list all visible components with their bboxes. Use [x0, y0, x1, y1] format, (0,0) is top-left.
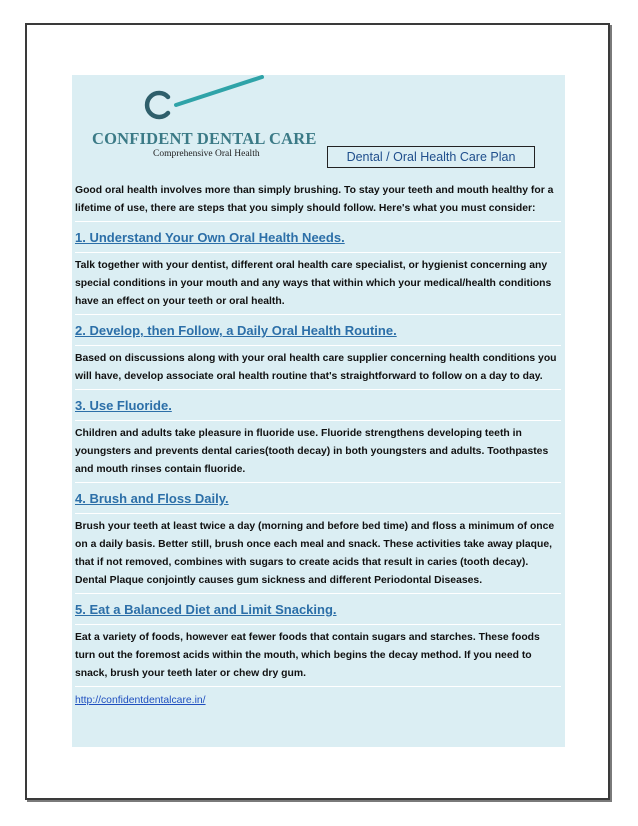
document-body [72, 182, 565, 708]
dental-mirror-icon [72, 75, 342, 135]
plan-title: Dental / Oral Health Care Plan [327, 146, 535, 168]
section-body-3: Children and adults take pleasure in fluoride use. Fluoride strengthens developing teeth in youngsters and prevents dental caries(tooth decay) in both youngsters and adults. Toothpastes and mouth rinses contain fluoride. [75, 428, 549, 475]
document-header [72, 75, 565, 171]
section-heading-2: 2. Develop, then Follow, a Daily Oral Health Routine. [75, 323, 397, 338]
divider [75, 686, 561, 687]
divider [75, 482, 561, 483]
section-heading-1: 1. Understand Your Own Oral Health Needs. [75, 230, 345, 245]
divider [75, 593, 561, 594]
section-heading-3: 3. Use Fluoride. [75, 398, 172, 413]
section-heading-4: 4. Brush and Floss Daily. [75, 491, 229, 506]
section-body-4: Brush your teeth at least twice a day (morning and before bed time) and floss a minimum of once on a daily basis. Better still, brush once each meal and snack. These activities take away plaque, that if not removed, combines with sugars to create acids that result in caries (tooth decay). Dental Plaque conjointly causes gum sickness and different Periodontal Diseases. [75, 521, 555, 586]
divider [75, 252, 561, 253]
section-heading-5: 5. Eat a Balanced Diet and Limit Snacking. [75, 602, 337, 617]
section-body-2: Based on discussions along with your oral health care supplier concerning health conditions you will have, develop associate oral health routine that's straightforward to follow on a day to day. [75, 353, 557, 382]
document-panel [72, 75, 565, 747]
brand-name: CONFIDENT DENTAL CARE [92, 129, 317, 148]
divider [75, 420, 561, 421]
section-body-5: Eat a variety of foods, however eat fewer foods that contain sugars and starches. These foods turn out the foremost acids within the mouth, which begins the decay method. If you need to snack, brush your teeth later or chew dry gum. [75, 632, 540, 679]
divider [75, 624, 561, 625]
divider [75, 345, 561, 346]
section-body-1: Talk together with your dentist, different oral health care specialist, or hygienist concerning any special conditions in your mouth and any ways that within which your medical/health conditions have an effect on your teeth or oral health. [75, 260, 552, 307]
brand-tagline: Comprehensive Oral Health [153, 149, 260, 159]
intro-paragraph: Good oral health involves more than simply brushing. To stay your teeth and mouth healthy for a lifetime of use, there are steps that you simply should follow. Here's what you must consider: [75, 185, 554, 214]
divider [75, 389, 561, 390]
website-link[interactable]: http://confidentdentalcare.in/ [75, 695, 206, 706]
divider [75, 513, 561, 514]
logo [72, 75, 342, 171]
divider [75, 314, 561, 315]
divider [75, 221, 561, 222]
